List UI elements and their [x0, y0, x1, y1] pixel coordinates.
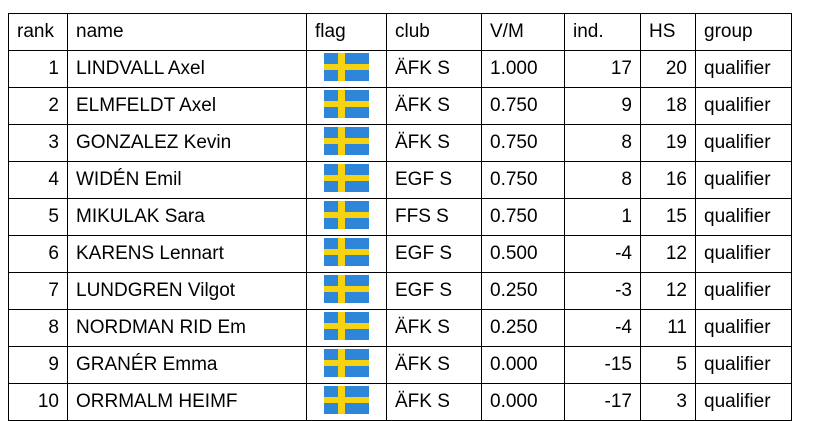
hs-cell: 12	[641, 273, 696, 310]
rank-cell: 7	[9, 273, 68, 310]
group-cell: qualifier	[696, 273, 792, 310]
name-cell: WIDÉN Emil	[68, 162, 307, 199]
column-header-flag: flag	[307, 14, 387, 51]
table-row	[9, 199, 792, 236]
table-row	[9, 162, 792, 199]
club-cell: EGF S	[387, 273, 482, 310]
column-header-group: group	[696, 14, 792, 51]
club-cell: EGF S	[387, 162, 482, 199]
flag-cell	[307, 384, 387, 421]
group-cell: qualifier	[696, 310, 792, 347]
sweden-flag-icon	[324, 127, 369, 155]
flag-cell	[307, 236, 387, 273]
ind-cell: 8	[565, 125, 641, 162]
club-cell: ÄFK S	[387, 88, 482, 125]
sweden-flag-icon	[324, 238, 369, 266]
vm-cell: 0.750	[482, 199, 565, 236]
sweden-flag-icon	[324, 275, 369, 303]
hs-cell: 16	[641, 162, 696, 199]
group-cell: qualifier	[696, 199, 792, 236]
vm-cell: 0.500	[482, 236, 565, 273]
ind-cell: -3	[565, 273, 641, 310]
sweden-flag-icon	[324, 312, 369, 340]
column-header-club: club	[387, 14, 482, 51]
name-cell: NORDMAN RID Em	[68, 310, 307, 347]
club-cell: ÄFK S	[387, 125, 482, 162]
rank-cell: 4	[9, 162, 68, 199]
rank-cell: 1	[9, 51, 68, 88]
sweden-flag-icon	[324, 90, 369, 118]
flag-cell	[307, 347, 387, 384]
hs-cell: 11	[641, 310, 696, 347]
flag-cell	[307, 310, 387, 347]
name-cell: LUNDGREN Vilgot	[68, 273, 307, 310]
ind-cell: 1	[565, 199, 641, 236]
hs-cell: 19	[641, 125, 696, 162]
table-row	[9, 347, 792, 384]
flag-cell	[307, 125, 387, 162]
sweden-flag-icon	[324, 201, 369, 229]
flag-cell	[307, 88, 387, 125]
hs-cell: 18	[641, 88, 696, 125]
club-cell: ÄFK S	[387, 384, 482, 421]
ind-cell: 8	[565, 162, 641, 199]
vm-cell: 0.750	[482, 88, 565, 125]
header-row	[9, 14, 792, 51]
group-cell: qualifier	[696, 236, 792, 273]
results-table	[8, 13, 792, 421]
name-cell: ORRMALM HEIMF	[68, 384, 307, 421]
club-cell: EGF S	[387, 236, 482, 273]
flag-cell	[307, 273, 387, 310]
name-cell: GONZALEZ Kevin	[68, 125, 307, 162]
column-header-hs: HS	[641, 14, 696, 51]
rank-cell: 6	[9, 236, 68, 273]
club-cell: FFS S	[387, 199, 482, 236]
flag-cell	[307, 51, 387, 88]
ind-cell: 17	[565, 51, 641, 88]
vm-cell: 1.000	[482, 51, 565, 88]
name-cell: GRANÉR Emma	[68, 347, 307, 384]
ind-cell: -4	[565, 236, 641, 273]
vm-cell: 0.000	[482, 347, 565, 384]
table-row	[9, 236, 792, 273]
hs-cell: 20	[641, 51, 696, 88]
name-cell: MIKULAK Sara	[68, 199, 307, 236]
name-cell: KARENS Lennart	[68, 236, 307, 273]
table-row	[9, 88, 792, 125]
group-cell: qualifier	[696, 88, 792, 125]
table-row	[9, 310, 792, 347]
hs-cell: 12	[641, 236, 696, 273]
column-header-name: name	[68, 14, 307, 51]
rank-cell: 2	[9, 88, 68, 125]
name-cell: LINDVALL Axel	[68, 51, 307, 88]
ind-cell: -4	[565, 310, 641, 347]
vm-cell: 0.750	[482, 162, 565, 199]
vm-cell: 0.250	[482, 310, 565, 347]
flag-cell	[307, 199, 387, 236]
rank-cell: 8	[9, 310, 68, 347]
group-cell: qualifier	[696, 51, 792, 88]
column-header-rank: rank	[9, 14, 68, 51]
group-cell: qualifier	[696, 347, 792, 384]
club-cell: ÄFK S	[387, 51, 482, 88]
flag-cell	[307, 162, 387, 199]
table-row	[9, 125, 792, 162]
vm-cell: 0.000	[482, 384, 565, 421]
hs-cell: 5	[641, 347, 696, 384]
table-row	[9, 384, 792, 421]
table-row	[9, 273, 792, 310]
rank-cell: 10	[9, 384, 68, 421]
sweden-flag-icon	[324, 164, 369, 192]
vm-cell: 0.250	[482, 273, 565, 310]
rank-cell: 5	[9, 199, 68, 236]
club-cell: ÄFK S	[387, 310, 482, 347]
vm-cell: 0.750	[482, 125, 565, 162]
group-cell: qualifier	[696, 125, 792, 162]
group-cell: qualifier	[696, 384, 792, 421]
group-cell: qualifier	[696, 162, 792, 199]
club-cell: ÄFK S	[387, 347, 482, 384]
name-cell: ELMFELDT Axel	[68, 88, 307, 125]
sweden-flag-icon	[324, 53, 369, 81]
rank-cell: 3	[9, 125, 68, 162]
hs-cell: 3	[641, 384, 696, 421]
sweden-flag-icon	[324, 349, 369, 377]
rank-cell: 9	[9, 347, 68, 384]
hs-cell: 15	[641, 199, 696, 236]
ind-cell: -15	[565, 347, 641, 384]
ind-cell: -17	[565, 384, 641, 421]
ind-cell: 9	[565, 88, 641, 125]
column-header-ind: ind.	[565, 14, 641, 51]
column-header-vm: V/M	[482, 14, 565, 51]
table-row	[9, 51, 792, 88]
